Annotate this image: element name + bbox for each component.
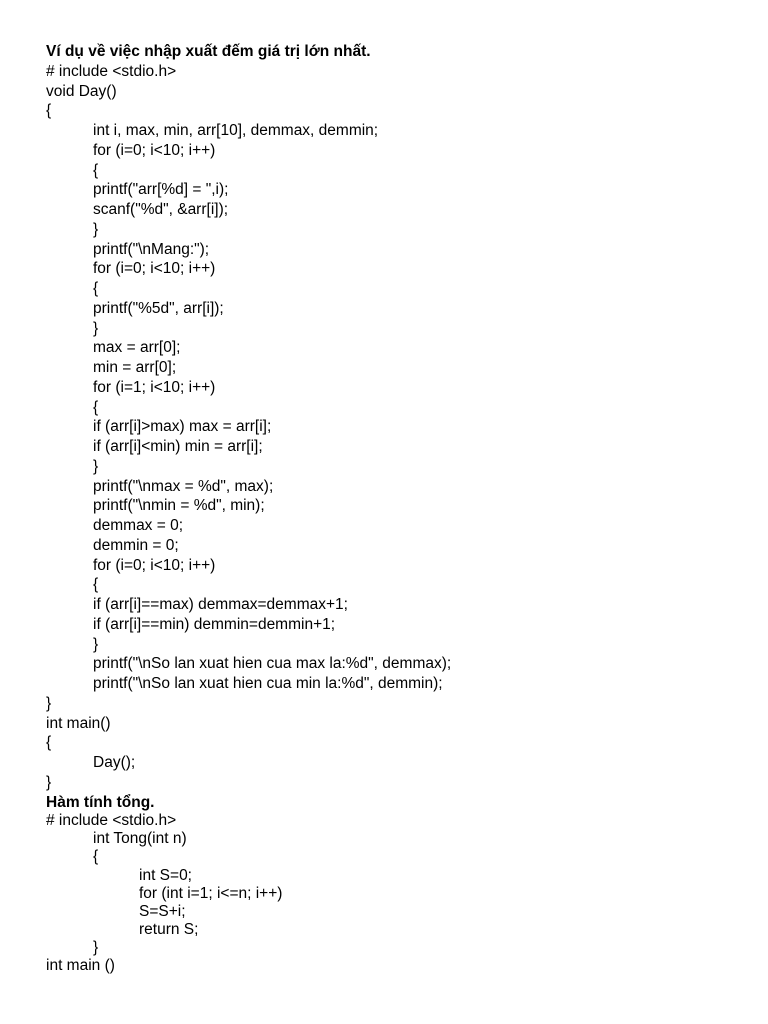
code-line: printf("\nSo lan xuat hien cua max la:%d", demmax); [93,655,452,673]
code-line: if (arr[i]==min) demmin=demmin+1; [93,615,336,633]
code-line: if (arr[i]<min) min = arr[i]; [93,438,263,455]
code-line: } [46,773,52,791]
code-line: int S=0; [139,866,192,884]
code-line: for (int i=1; i<=n; i++) [139,884,283,902]
code-line: printf("\nmax = %d", max); [93,477,274,495]
code-line: if (arr[i]==max) demmax=demmax+1; [93,596,348,613]
code-line: } [93,319,99,337]
code-line: void Day() [46,82,117,100]
code-line: { [93,576,99,594]
code-line: for (i=1; i<10; i++) [93,378,216,396]
code-line: { [93,848,99,866]
document-page [46,42,746,975]
code-line: } [93,938,99,956]
code-line: { [93,280,99,297]
code-line: S=S+i; [139,902,186,920]
code-line: # include <stdio.h> [46,62,177,80]
code-line: int main () [46,957,115,974]
section-example-max-count [46,42,746,793]
code-line: printf("\nmin = %d", min); [93,497,265,515]
section-heading: Ví dụ về việc nhập xuất đếm giá trị lớn nhất. [46,43,371,60]
code-line: } [93,457,99,475]
code-line: max = arr[0]; [93,339,181,357]
code-line: demmin = 0; [93,536,179,554]
code-line: } [93,220,99,238]
code-line: for (i=0; i<10; i++) [93,556,216,574]
code-line: scanf("%d", &arr[i]); [93,201,229,218]
code-line: int Tong(int n) [93,830,187,848]
code-line: { [93,398,99,416]
code-line: printf("\nSo lan xuat hien cua min la:%d", demmin); [93,675,443,692]
code-line: } [93,635,99,653]
code-line: if (arr[i]>max) max = arr[i]; [93,418,272,436]
code-line: printf("\nMang:"); [93,240,210,258]
code-line: printf("%5d", arr[i]); [93,299,224,317]
code-line: Day(); [93,754,136,771]
code-line: # include <stdio.h> [46,812,177,830]
code-line: { [46,102,52,120]
code-line: for (i=0; i<10; i++) [93,260,216,278]
section-sum-function [46,793,746,976]
code-line: min = arr[0]; [93,359,177,376]
code-block [46,62,746,793]
section-heading: Hàm tính tổng. [46,793,155,811]
code-line: int i, max, min, arr[10], demmax, demmin; [93,122,379,139]
code-line: { [93,161,99,179]
code-line: int main() [46,714,111,732]
code-line: printf("arr[%d] = ",i); [93,181,229,199]
code-line: } [46,694,52,712]
code-line: for (i=0; i<10; i++) [93,141,216,159]
code-line: return S; [139,920,199,938]
code-block [46,812,746,975]
code-line: demmax = 0; [93,517,184,534]
code-line: { [46,734,52,752]
